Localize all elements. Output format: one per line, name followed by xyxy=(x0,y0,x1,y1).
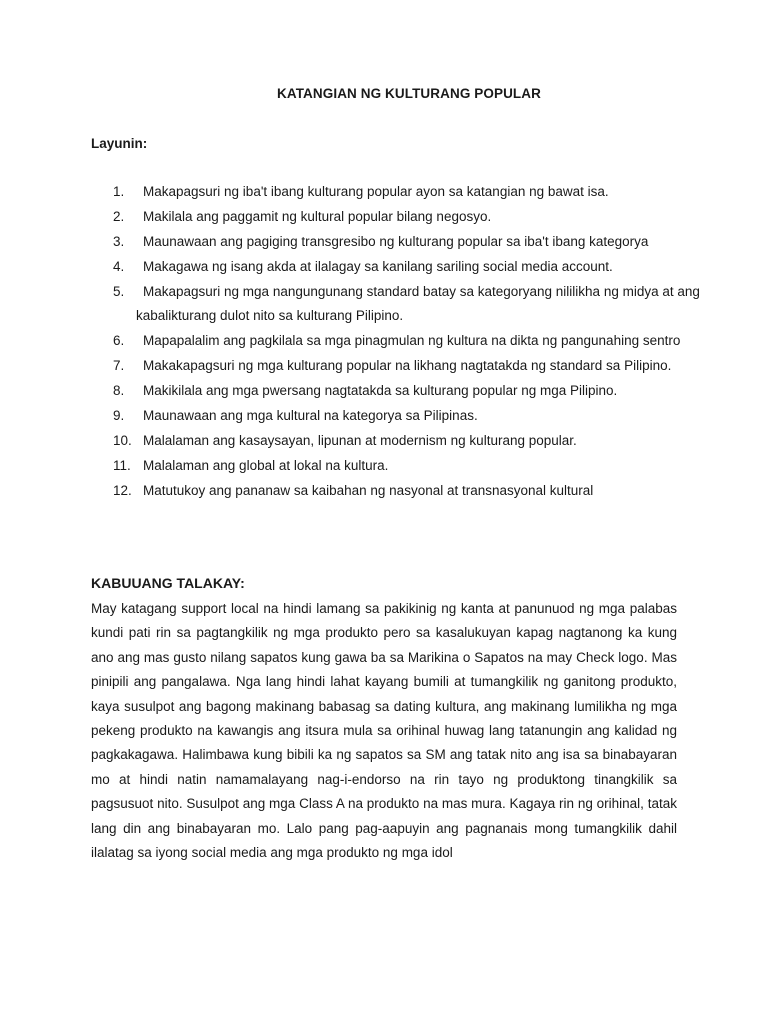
objective-item xyxy=(0,479,768,503)
objective-text: Malalaman ang global at lokal na kultura. xyxy=(143,458,389,474)
objective-item xyxy=(0,230,768,254)
objective-text: Maunawaan ang pagiging transgresibo ng kulturang popular sa iba't ibang kategorya xyxy=(143,234,649,249)
objective-text: Makakapagsuri ng mga kulturang popular na likhang nagtatakda ng standard sa Pilipino. xyxy=(143,358,672,374)
objective-number: 6. xyxy=(113,333,125,349)
objective-text: Matutukoy ang pananaw sa kaibahan ng nasyonal at transnasyonal kultural xyxy=(143,483,594,499)
discussion-paragraph: May katagang support local na hindi lamang sa pakikinig ng kanta at panunuod ng mga palabas kundi pati rin sa pagtangkilik ng mga produkto pero sa kasalukuyan kapag nagtanong ka kung ano ang mas gusto nilang sapatos kung gawa ba sa Marikina o Sapatos na may Check logo. Mas pinipili ang pangalawa. Nga lang hindi lahat kayang bumili at tumangkilik ng ganitong produkto, kaya susulpot ang bagong makinang babasag sa dating kultura, ang makinang lumilikha ng mga pekeng produkto na kawangis ang itsura mula sa orihinal huwag lang tatanungin ang kalidad ng pagkakagawa. Halimbawa kung bibili ka ng sapatos sa SM ang tatak nito ang isa sa binabayaran mo at hindi natin namamalayang nag-i-endorso na rin tayo ng produktong tinangkilik sa pagsusuot nito. Susulpot ang mga Class A na produkto na mas mura. Kagaya rin ng orihinal, tatak lang din ang binabayaran mo. Lalo pang pag-aapuyin ang pagnanais mong tumangkilik dahil ilalatag sa iyong social media ang mga produkto ng mga idol xyxy=(91,601,677,861)
objective-item xyxy=(0,255,768,279)
objective-text: Makapagsuri ng mga nangungunang standard batay sa kategoryang nililikha ng midya at ang kabalikturang dulot nito sa kulturang Pilipino. xyxy=(136,284,700,324)
objective-text: Makikilala ang mga pwersang nagtatakda sa kulturang popular ng mga Pilipino. xyxy=(143,383,618,399)
objective-number: 12. xyxy=(113,483,132,499)
objective-item xyxy=(0,354,768,378)
objective-text: Mapapalalim ang pagkilala sa mga pinagmulan ng kultura na dikta ng pangunahing sentro xyxy=(143,333,681,349)
objective-number: 11. xyxy=(113,458,131,474)
objective-number: 4. xyxy=(113,259,125,274)
objective-number: 1. xyxy=(113,184,125,199)
objective-text: Makapagsuri ng iba't ibang kulturang popular ayon sa katangian ng bawat isa. xyxy=(143,184,609,199)
objective-item xyxy=(0,404,768,428)
objective-number: 5. xyxy=(113,284,125,299)
objective-item xyxy=(0,379,768,403)
objective-text: Maunawaan ang mga kultural na kategorya sa Pilipinas. xyxy=(143,408,478,424)
objective-text: Malalaman ang kasaysayan, lipunan at modernism ng kulturang popular. xyxy=(143,433,577,449)
objectives-list xyxy=(0,180,768,504)
objective-item xyxy=(0,280,768,329)
objective-item xyxy=(0,180,768,204)
objective-number: 10. xyxy=(113,433,132,449)
objective-item xyxy=(0,329,768,353)
objective-item xyxy=(0,429,768,453)
objective-number: 9. xyxy=(113,408,125,424)
document-title: KATANGIAN NG KULTURANG POPULAR xyxy=(277,86,541,101)
objective-item xyxy=(0,454,768,478)
objective-text: Makilala ang paggamit ng kultural popular bilang negosyo. xyxy=(143,209,492,224)
discussion-heading: KABUUANG TALAKAY: xyxy=(91,575,245,591)
objective-item xyxy=(0,205,768,229)
objectives-heading: Layunin: xyxy=(91,136,148,151)
objective-text: Makagawa ng isang akda at ilalagay sa kanilang sariling social media account. xyxy=(143,259,613,274)
objective-number: 2. xyxy=(113,209,125,224)
objective-number: 3. xyxy=(113,234,125,249)
objective-number: 7. xyxy=(113,358,125,374)
objective-number: 8. xyxy=(113,383,125,399)
